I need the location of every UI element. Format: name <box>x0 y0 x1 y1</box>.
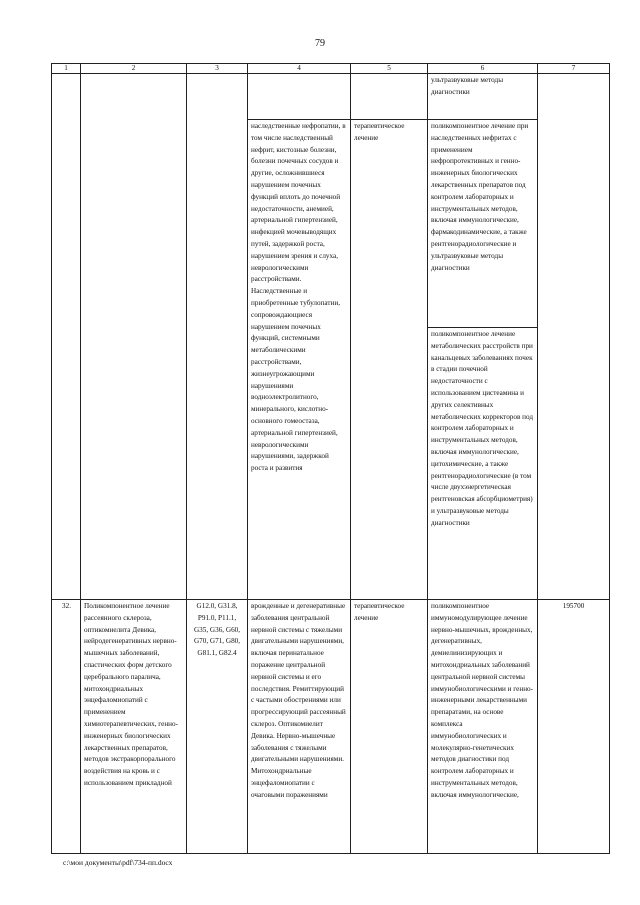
treatment-method-cell: ультразвуковые методы диагностики <box>428 74 538 120</box>
treatment-method-cell: поликомпонентное иммуномодулирующее лечение нервно-мышечных, врожденных, дегенеративных, демиелинизирующих и митохондриальных заболеваний центральной нервной системы иммунобиологическими и генно-инженерными лекарственными препаратами, на основе комплекса иммунобиологических и молекулярно-генетических методов диагностики под контролем лабораторных и инструментальных методов, включая иммунологические, <box>428 600 538 854</box>
cell-empty <box>52 74 81 600</box>
care-name-cell: Поликомпонентное лечение рассеянного склероза, оптикомиелита Девика, нейродегенеративных нервно-мышечных заболеваний, спастических форм детского церебрального паралича, митохондриальных энцефаломиопатий с применением химиотерапевтических, генно-инженерных биологических лекарственных препаратов, методов экстракорпорального воздействия на кровь и с использованием прикладной <box>81 600 187 854</box>
cell-empty <box>538 74 610 600</box>
header-row <box>52 64 610 74</box>
page-number: 79 <box>315 38 325 49</box>
cost-cell: 195700 <box>538 600 610 854</box>
cell-empty <box>187 74 248 600</box>
medical-care-table <box>51 63 610 854</box>
treatment-type-cell: терапевтическое лечение <box>351 600 428 854</box>
header-cell: 1 <box>52 64 81 74</box>
treatment-method-cell: поликомпонентное лечение метаболических расстройств при канальцевых заболеваниях почек в стадии почечной недостаточности с использованием цистеамина и других селективных метаболических корректоров под контролем лабораторных и инструментальных методов, включая иммунологические, цитохимические, а также рентгенорадиологические (в том числе двухэнергетическая рентгеновская абсорбциометрия) и ультразвуковые методы диагностики <box>428 328 538 600</box>
table-row <box>52 74 610 120</box>
disease-model-cell: врожденные и дегенеративные заболевания центральной нервной системы с тяжелыми двигательными нарушениями, включая перинатальное поражение центральной нервной системы и его последствия. Ремиттирующий с частыми обострениями или прогрессирующий рассеянный склероз. Оптикомиелит Девика. Нервно-мышечные заболевания с тяжелыми двигательными нарушениями. Митохондриальные энцефаломиопатии с очаговыми поражениями <box>248 600 351 854</box>
treatment-method-cell: поликомпонентное лечение при наследственных нефритах с применением нефропротективных и генно-инженерных биологических лекарственных препаратов под контролем лабораторных и инструментальных методов, включая иммунологические, фармакодинамические, а также рентгенорадиологические и ультразвуковые методы диагностики <box>428 120 538 328</box>
header-cell: 4 <box>248 64 351 74</box>
header-cell: 5 <box>351 64 428 74</box>
table-row <box>52 600 610 854</box>
file-path-footer: c:\мои документы\pdf\734-пп.docx <box>63 858 173 867</box>
cell-empty <box>81 74 187 600</box>
icd-codes-cell: G12.0, G31.8, P91.0, P11.1, G35, G36, G60, G70, G71, G80, G81.1, G82.4 <box>187 600 248 854</box>
row-number-cell: 32. <box>52 600 81 854</box>
cell-empty <box>351 74 428 120</box>
treatment-type-cell: терапевтическое лечение <box>351 120 428 600</box>
header-cell: 2 <box>81 64 187 74</box>
header-cell: 7 <box>538 64 610 74</box>
cell-empty <box>248 74 351 120</box>
header-cell: 3 <box>187 64 248 74</box>
header-cell: 6 <box>428 64 538 74</box>
disease-model-cell: наследственные нефропатии, в том числе наследственный нефрит, кистозные болезни, болезни почечных сосудов и другие, осложнившиеся нарушением почечных функций вплоть до почечной недостаточности, анемией, артериальной гипертензией, инфекцией мочевыводящих путей, задержкой роста, нарушением зрения и слуха, неврологическими расстройствами. Наследственные и приобретенные тубулопатии, сопровождающиеся нарушением почечных функций, системными метаболическими расстройствами, жизнеугрожающими нарушениями водноэлектролитного, минерального, кислотно-основного гомеостаза, артериальной гипертензией, неврологическими нарушениями, задержкой роста и развития <box>248 120 351 600</box>
